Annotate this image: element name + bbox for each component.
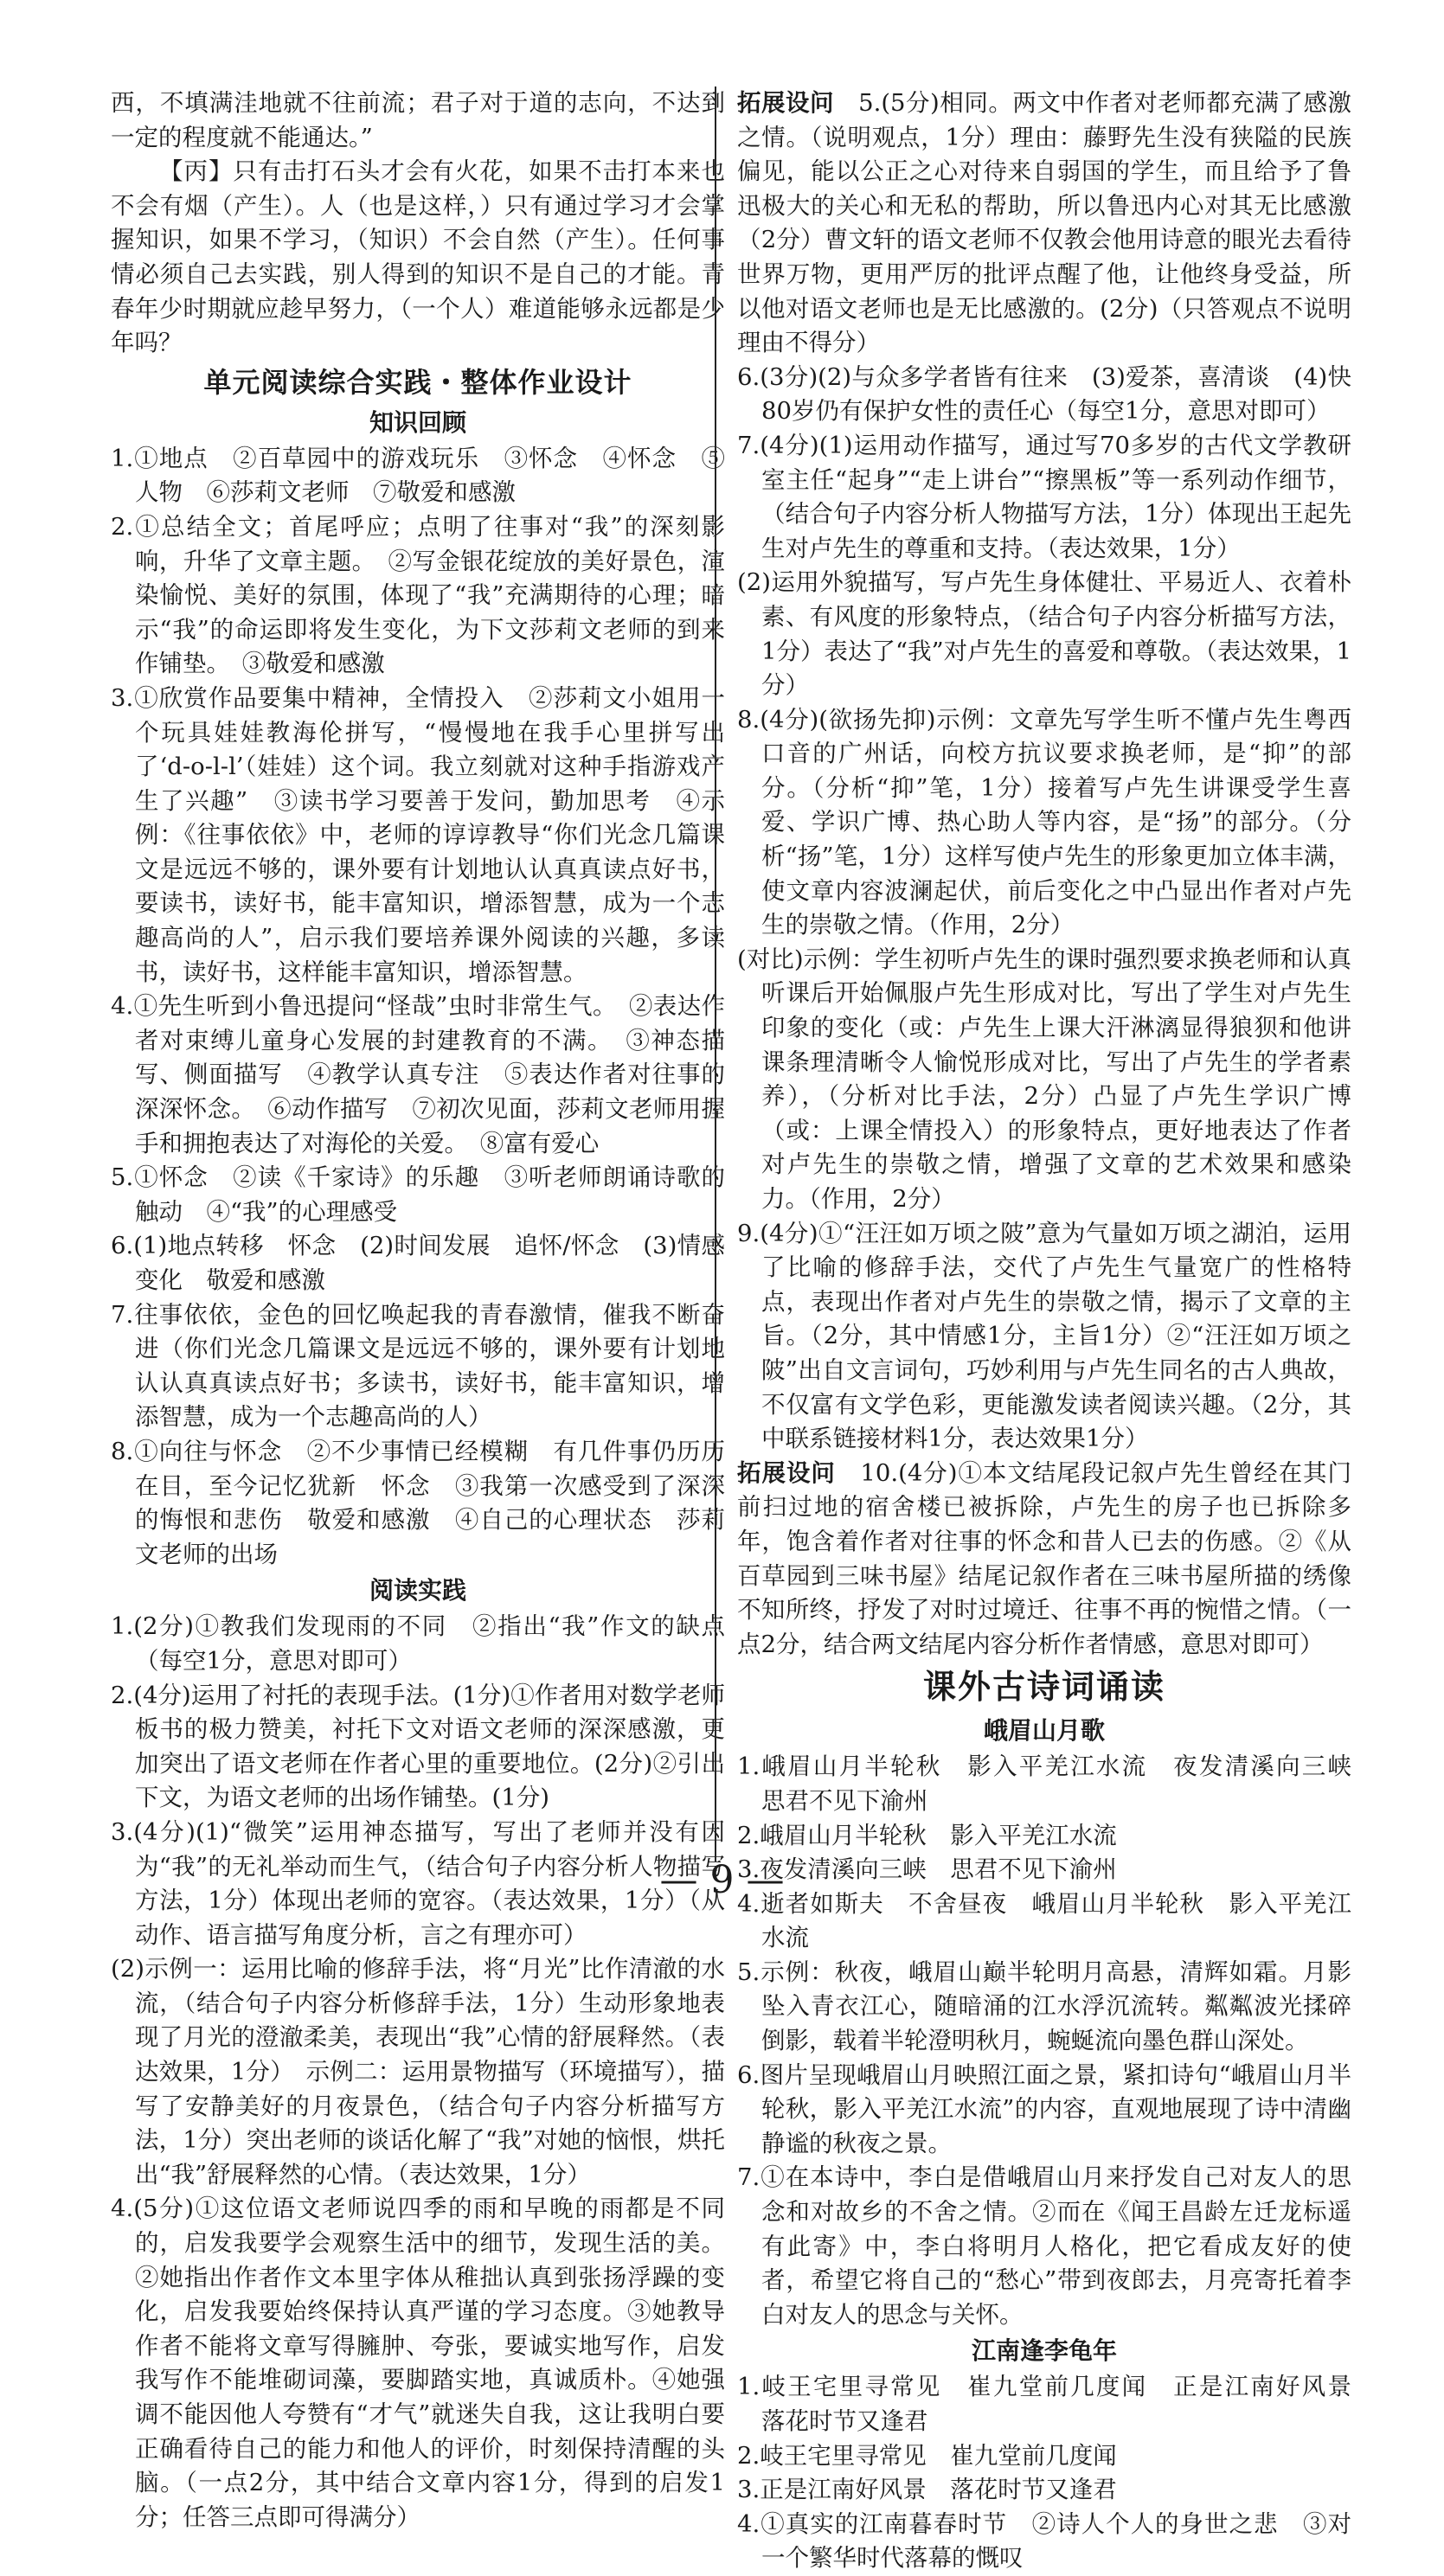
- answer-item: 3.(4分)(1)“微笑”运用神态描写，写出了老师并没有因为“我”的无礼举动而生气，（结合句子内容分析人物描写方法，1分）体现出老师的宽容。（表达效果，1分）（从动作、语言描写角度分析，言之有理亦可）: [111, 1817, 725, 1949]
- answer-item: (2)示例一：运用比喻的修辞手法，将“月光”比作清澈的水流，（结合句子内容分析修辞手法，1分）生动形象地表现了月光的澄澈柔美，表现出“我”心情的舒展释然。（表达效果，1分） 示例二：运用景物描写（环境描写），描写了安静美好的月夜景色，（结合句子内容分析描写方法，1分）突出老师的谈话化解了“我”对她的恼恨，烘托出“我”舒展释然的心情。（表达效果，1分）: [111, 1955, 725, 2188]
- subsection-title: 知识回顾: [369, 407, 466, 437]
- subsection-title: 阅读实践: [369, 1576, 466, 1605]
- poem-title: 江南逢李龟年: [971, 2336, 1117, 2366]
- column-divider: [715, 87, 716, 1862]
- answer-item: 1.(2分)①教我们发现雨的不同 ②指出“我”作文的缺点（每空1分，意思对即可）: [111, 1612, 725, 1675]
- intro-paragraph: 【丙】只有击打石头才会有火花，如果不击打本来也不会有烟（产生）。人（也是这样，）只有通过学习才会掌握知识，如果不学习，（知识）不会自然（产生）。任何事情必须自己去实践，别人得到的知识不是自己的才能。青春年少时期就应趁早努力，（一个人）难道能够永远都是少年吗？: [111, 157, 725, 357]
- answer-item: 1.峨眉山月半轮秋 影入平羌江水流 夜发清溪向三峡 思君不见下渝州: [737, 1753, 1376, 1815]
- answer-item: 4.逝者如斯夫 不舍昼夜 峨眉山月半轮秋 影入平羌江水流: [737, 1889, 1351, 1952]
- answer-item: 7.(4分)(1)运用动作描写，通过写70多岁的古代文学教研室主任“起身”“走上讲台”“擦黑板”等一系列动作细节，（结合句子内容分析人物描写方法，1分）体现出王起先生对卢先生的尊重和支持。（表达效果，1分）: [737, 431, 1351, 562]
- extension-question-tag: 拓展设问: [737, 89, 835, 117]
- answer-item: 6.(1)地点转移 怀念 (2)时间发展 追怀/怀念 (3)情感变化 敬爱和感激: [111, 1232, 725, 1294]
- page-number: — 9 —: [659, 1858, 785, 1902]
- answer-item: 7.往事依依，金色的回忆唤起我的青春激情，催我不断奋进（你们光念几篇课文是远远不够的，课外要有计划地认认真真读点好书；多读书，读好书，能丰富知识，增添智慧，成为一个志趣高尚的人）: [111, 1300, 725, 1432]
- extension-question-tag: 拓展设问: [737, 1458, 836, 1487]
- answer-item: 2.(4分)运用了衬托的表现手法。(1分)①作者用对数学老师板书的极力赞美，衬托下文对语文老师的深深感激，更加突出了语文老师在作者心里的重要地位。(2分)②引出下文，为语文老师的出场作铺垫。(1分): [111, 1681, 725, 1812]
- answer-item: 5.①怀念 ②读《千家诗》的乐趣 ③听老师朗诵诗歌的触动 ④“我”的心理感受: [111, 1163, 725, 1226]
- answer-item: 2.岐王宅里寻常见 崔九堂前几度闻: [737, 2441, 1117, 2470]
- answer-item: 2.峨眉山月半轮秋 影入平羌江水流: [737, 1821, 1117, 1849]
- answer-item: 9.(4分)①“汪汪如万顷之陂”意为气量如万顷之湖泊，运用了比喻的修辞手法，交代了卢先生气量宽广的性格特点，表现出作者对卢先生的崇敬之情，揭示了文章的主旨。（2分，其中情感1分，主旨1分）②“汪汪如万顷之陂”出自文言词句，巧妙利用与卢先生同名的古人典故，不仅富有文学色彩，更能激发读者阅读兴趣。（2分，其中联系链接材料1分，表达效果1分）: [737, 1219, 1351, 1453]
- answer-item: 1.岐王宅里寻常见 崔九堂前几度闻 正是江南好风景 落花时节又逢君: [737, 2373, 1376, 2435]
- answer-item: (2)运用外貌描写，写卢先生身体健壮、平易近人、衣着朴素、有风度的形象特点，（结合句子内容分析描写方法，1分）表达了“我”对卢先生的喜爱和尊敬。（表达效果，1分）: [737, 568, 1351, 700]
- answer-item: 6.图片呈现峨眉山月映照江面之景，紧扣诗句“峨眉山月半轮秋，影入平羌江水流”的内容，直观地展现了诗中清幽静谧的秋夜之景。: [737, 2060, 1351, 2157]
- answer-item: 5.示例：秋夜，峨眉山巅半轮明月高悬，清辉如霜。月影坠入青衣江心，随暗涌的江水浮沉流转。粼粼波光揉碎倒影，载着半轮澄明秋月，蜿蜒流向墨色群山深处。: [737, 1958, 1351, 2055]
- answer-item: 拓展设问 5.(5分)相同。两文中作者对老师都充满了感激之情。（说明观点，1分）理由：藤野先生没有狭隘的民族偏见，能以公正之心对待来自弱国的学生，而且给予了鲁迅极大的关心和无私的帮助，所以鲁迅内心对其无比感激（2分）曹文轩的语文老师不仅教会他用诗意的眼光去看待世界万物，更用严厉的批评点醒了他，让他终身受益，所以他对语文老师也是无比感激的。(2分)（只答观点不说明理由不得分）: [737, 89, 1351, 357]
- answer-item: (对比)示例：学生初听卢先生的课时强烈要求换老师和认真听课后开始佩服卢先生形成对比，写出了学生对卢先生印象的变化（或：卢先生上课大汗淋漓显得狼狈和他讲课条理清晰令人愉悦形成对比，写出了卢先生的学者素养），（分析对比手法，2分）凸显了卢先生学识广博（或：上课全情投入）的形象特点，更好地表达了作者对卢先生的崇敬之情，增强了文章的艺术效果和感染力。（作用，2分）: [737, 945, 1351, 1213]
- answer-item: 8.(4分)(欲扬先抑)示例：文章先写学生听不懂卢先生粤西口音的广州话，向校方抗议要求换老师，是“抑”的部分。（分析“抑”笔，1分）接着写卢先生讲课受学生喜爱、学识广博、热心助人等内容，是“扬”的部分。（分析“扬”笔，1分）这样写使卢先生的形象更加立体丰满，使文章内容波澜起伏，前后变化之中凸显出作者对卢先生的崇敬之情。（作用，2分）: [737, 705, 1351, 939]
- answer-item: 4.(5分)①这位语文老师说四季的雨和早晚的雨都是不同的，启发我要学会观察生活中的细节，发现生活的美。②她指出作者作文本里字体从稚拙认真到张扬浮躁的变化，启发我要始终保持认真严谨的学习态度。③她教导作者不能将文章写得臃肿、夸张，要诚实地写作，启发我写作不能堆砌词藻，要脚踏实地，真诚质朴。④她强调不能因他人夸赞有“才气”就迷失自我，这让我明白要正确看待自己的能力和他人的评价，时刻保持清醒的头脑。（一点2分，其中结合文章内容1分，得到的启发1分；任答三点即可得满分）: [111, 2195, 725, 2531]
- section-title: 单元阅读综合实践・整体作业设计: [203, 365, 632, 399]
- answer-item: 7.①在本诗中，李白是借峨眉山月来抒发自己对友人的思念和对故乡的不舍之情。②而在《闻王昌龄左迁龙标遥有此寄》中，李白将明月人格化，把它看成友好的使者，希望它将自己的“愁心”带到夜郎去，月亮寄托着李白对友人的思念与关怀。: [737, 2163, 1351, 2329]
- answer-item: 4.①先生听到小鲁迅提问“怪哉”虫时非常生气。 ②表达作者对束缚儿童身心发展的封建教育的不满。 ③神态描写、侧面描写 ④教学认真专注 ⑤表达作者对往事的深深怀念。 ⑥动作描写 ⑦初次见面，莎莉文老师用握手和拥抱表达了对海伦的关爱。 ⑧富有爱心: [111, 992, 725, 1157]
- intro-paragraph: 西，不填满洼地就不往前流；君子对于道的志向，不达到一定的程度就不能通达。”: [111, 89, 725, 151]
- answer-item: 4.①真实的江南暮春时节 ②诗人个人的身世之悲 ③对一个繁华时代落幕的慨叹: [737, 2509, 1351, 2573]
- answer-item: 1.①地点 ②百草园中的游戏玩乐 ③怀念 ④怀念 ⑤人物 ⑥莎莉文老师 ⑦敬爱和感激: [111, 444, 725, 507]
- section-title: 课外古诗词诵读: [922, 1668, 1165, 1707]
- answer-item: 2.①总结全文；首尾呼应；点明了往事对“我”的深刻影响，升华了文章主题。 ②写金银花绽放的美好景色，渲染愉悦、美好的氛围，体现了“我”充满期待的心理；暗示“我”的命运即将发生变化，为下文莎莉文老师的到来作铺垫。 ③敬爱和感激: [111, 512, 725, 678]
- left-column: [111, 87, 725, 2534]
- answer-item: 6.(3分)(2)与众多学者皆有往来 (3)爱茶，喜清谈 (4)快80岁仍有保护女性的责任心（每空1分，意思对即可）: [737, 362, 1351, 426]
- answer-item: 拓展设问 10.(4分)①本文结尾段记叙卢先生曾经在其门前扫过地的宿舍楼已被拆除，卢先生的房子也已拆除多年，饱含着作者对往事的怀念和昔人已去的伤感。②《从百草园到三味书屋》结尾记叙作者在三味书屋所描的绣像不知所终，抒发了对时过境迁、往事不再的惋惜之情。（一点2分，结合两文结尾内容分析作者情感，意思对即可）: [737, 1458, 1352, 1658]
- answer-item: 3.①欣赏作品要集中精神，全情投入 ②莎莉文小姐用一个玩具娃娃教海伦拼写，“慢慢地在我手心里拼写出了‘d-o-l-l’（娃娃）这个词。我立刻就对这种手指游戏产生了兴趣” ③读书学习要善于发问，勤加思考 ④示例：《往事依依》中，老师的谆谆教导“你们光念几篇课文是远远不够的，课外要有计划地认认真真读点好书，要读书，读好书，能丰富知识，增添智慧，成为一个志趣高尚的人”，启示我们要培养课外阅读的兴趣，多读书，读好书，这样能丰富知识，增添智慧。: [111, 683, 725, 986]
- answer-item: 8.①向往与怀念 ②不少事情已经模糊 有几件事仍历历在目，至今记忆犹新 怀念 ③我第一次感受到了深深的悔恨和悲伤 敬爱和感激 ④自己的心理状态 莎莉文老师的出场: [111, 1437, 725, 1568]
- right-column: [737, 87, 1376, 2576]
- poem-title: 峨眉山月歌: [983, 1716, 1105, 1746]
- answer-item: 3.正是江南好风景 落花时节又逢君: [737, 2476, 1117, 2504]
- answer-item: 3.夜发清溪向三峡 思君不见下渝州: [737, 1855, 1117, 1884]
